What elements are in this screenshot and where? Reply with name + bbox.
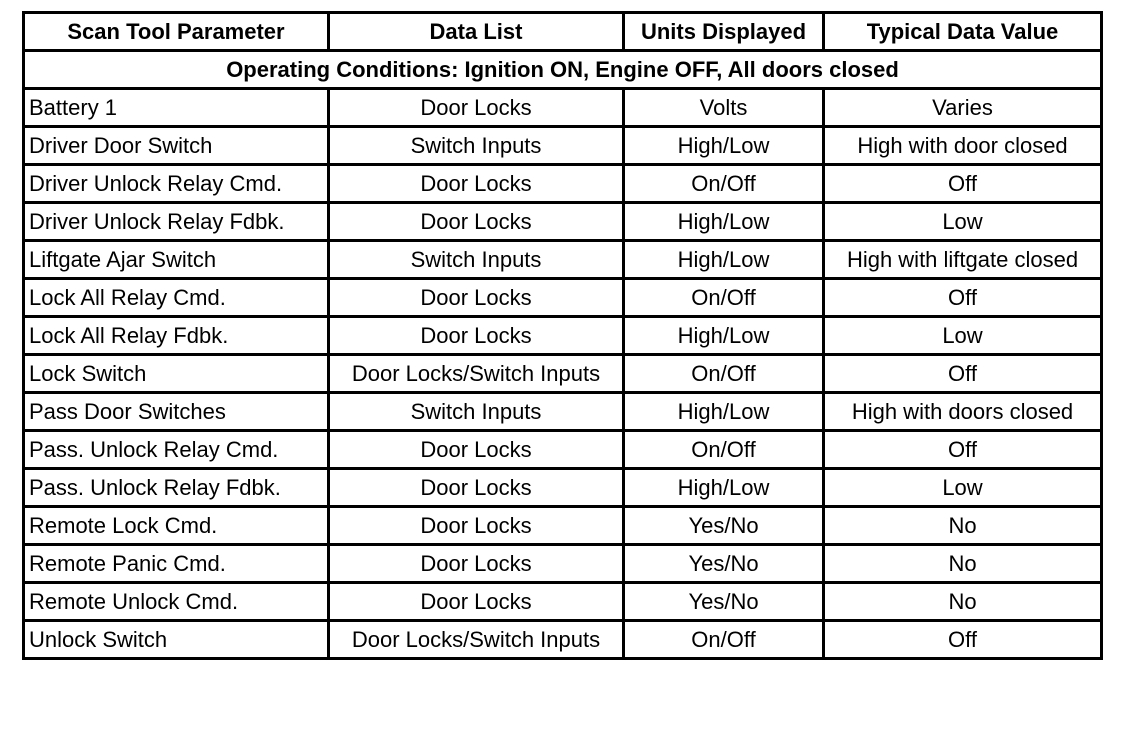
table-row (24, 583, 1102, 621)
parameter-cell: Driver Door Switch (24, 127, 329, 165)
units-cell: Yes/No (624, 507, 824, 545)
scan-tool-data-table (22, 11, 1103, 660)
header-data-list: Data List (329, 13, 624, 51)
parameter-cell: Lock All Relay Cmd. (24, 279, 329, 317)
units-cell: On/Off (624, 431, 824, 469)
header-scan-tool-parameter: Scan Tool Parameter (24, 13, 329, 51)
table-row (24, 127, 1102, 165)
table-header (24, 13, 1102, 51)
parameter-cell: Remote Lock Cmd. (24, 507, 329, 545)
units-cell: On/Off (624, 165, 824, 203)
parameter-cell: Remote Panic Cmd. (24, 545, 329, 583)
typical-value-cell: Varies (824, 89, 1102, 127)
data-list-cell: Door Locks (329, 431, 624, 469)
units-cell: High/Low (624, 127, 824, 165)
data-list-cell: Door Locks/Switch Inputs (329, 355, 624, 393)
table-row (24, 279, 1102, 317)
units-cell: Yes/No (624, 583, 824, 621)
data-list-cell: Door Locks/Switch Inputs (329, 621, 624, 659)
data-list-cell: Switch Inputs (329, 241, 624, 279)
header-typical-data-value: Typical Data Value (824, 13, 1102, 51)
table-row (24, 431, 1102, 469)
table-row (24, 317, 1102, 355)
typical-value-cell: Off (824, 431, 1102, 469)
units-cell: High/Low (624, 393, 824, 431)
data-list-cell: Door Locks (329, 469, 624, 507)
table-row (24, 621, 1102, 659)
table-row (24, 203, 1102, 241)
typical-value-cell: High with doors closed (824, 393, 1102, 431)
units-cell: High/Low (624, 469, 824, 507)
units-cell: Yes/No (624, 545, 824, 583)
data-list-cell: Switch Inputs (329, 393, 624, 431)
parameter-cell: Lock Switch (24, 355, 329, 393)
typical-value-cell: No (824, 507, 1102, 545)
table-row (24, 545, 1102, 583)
header-row (24, 13, 1102, 51)
typical-value-cell: No (824, 583, 1102, 621)
parameter-cell: Lock All Relay Fdbk. (24, 317, 329, 355)
parameter-cell: Driver Unlock Relay Cmd. (24, 165, 329, 203)
parameter-cell: Driver Unlock Relay Fdbk. (24, 203, 329, 241)
units-cell: On/Off (624, 279, 824, 317)
parameter-cell: Pass. Unlock Relay Cmd. (24, 431, 329, 469)
data-list-cell: Door Locks (329, 317, 624, 355)
table-row (24, 89, 1102, 127)
data-list-cell: Door Locks (329, 279, 624, 317)
parameter-cell: Battery 1 (24, 89, 329, 127)
data-list-cell: Door Locks (329, 89, 624, 127)
typical-value-cell: Off (824, 279, 1102, 317)
units-cell: High/Low (624, 203, 824, 241)
table-row (24, 355, 1102, 393)
table-row (24, 469, 1102, 507)
parameter-cell: Unlock Switch (24, 621, 329, 659)
table-row (24, 393, 1102, 431)
typical-value-cell: Low (824, 469, 1102, 507)
typical-value-cell: No (824, 545, 1102, 583)
table-row (24, 165, 1102, 203)
data-list-cell: Door Locks (329, 507, 624, 545)
units-cell: Volts (624, 89, 824, 127)
units-cell: High/Low (624, 241, 824, 279)
data-list-cell: Door Locks (329, 203, 624, 241)
data-list-cell: Door Locks (329, 165, 624, 203)
table-row (24, 507, 1102, 545)
typical-value-cell: Low (824, 317, 1102, 355)
parameter-cell: Pass. Unlock Relay Fdbk. (24, 469, 329, 507)
data-list-cell: Switch Inputs (329, 127, 624, 165)
operating-conditions-row (24, 51, 1102, 89)
typical-value-cell: High with door closed (824, 127, 1102, 165)
typical-value-cell: Off (824, 355, 1102, 393)
parameter-cell: Remote Unlock Cmd. (24, 583, 329, 621)
typical-value-cell: Off (824, 165, 1102, 203)
typical-value-cell: Low (824, 203, 1102, 241)
table-body (24, 51, 1102, 659)
units-cell: On/Off (624, 621, 824, 659)
typical-value-cell: Off (824, 621, 1102, 659)
header-units-displayed: Units Displayed (624, 13, 824, 51)
operating-conditions: Operating Conditions: Ignition ON, Engine OFF, All doors closed (24, 51, 1102, 89)
table-row (24, 241, 1102, 279)
data-list-cell: Door Locks (329, 583, 624, 621)
parameter-cell: Liftgate Ajar Switch (24, 241, 329, 279)
units-cell: High/Low (624, 317, 824, 355)
parameter-cell: Pass Door Switches (24, 393, 329, 431)
units-cell: On/Off (624, 355, 824, 393)
typical-value-cell: High with liftgate closed (824, 241, 1102, 279)
data-list-cell: Door Locks (329, 545, 624, 583)
